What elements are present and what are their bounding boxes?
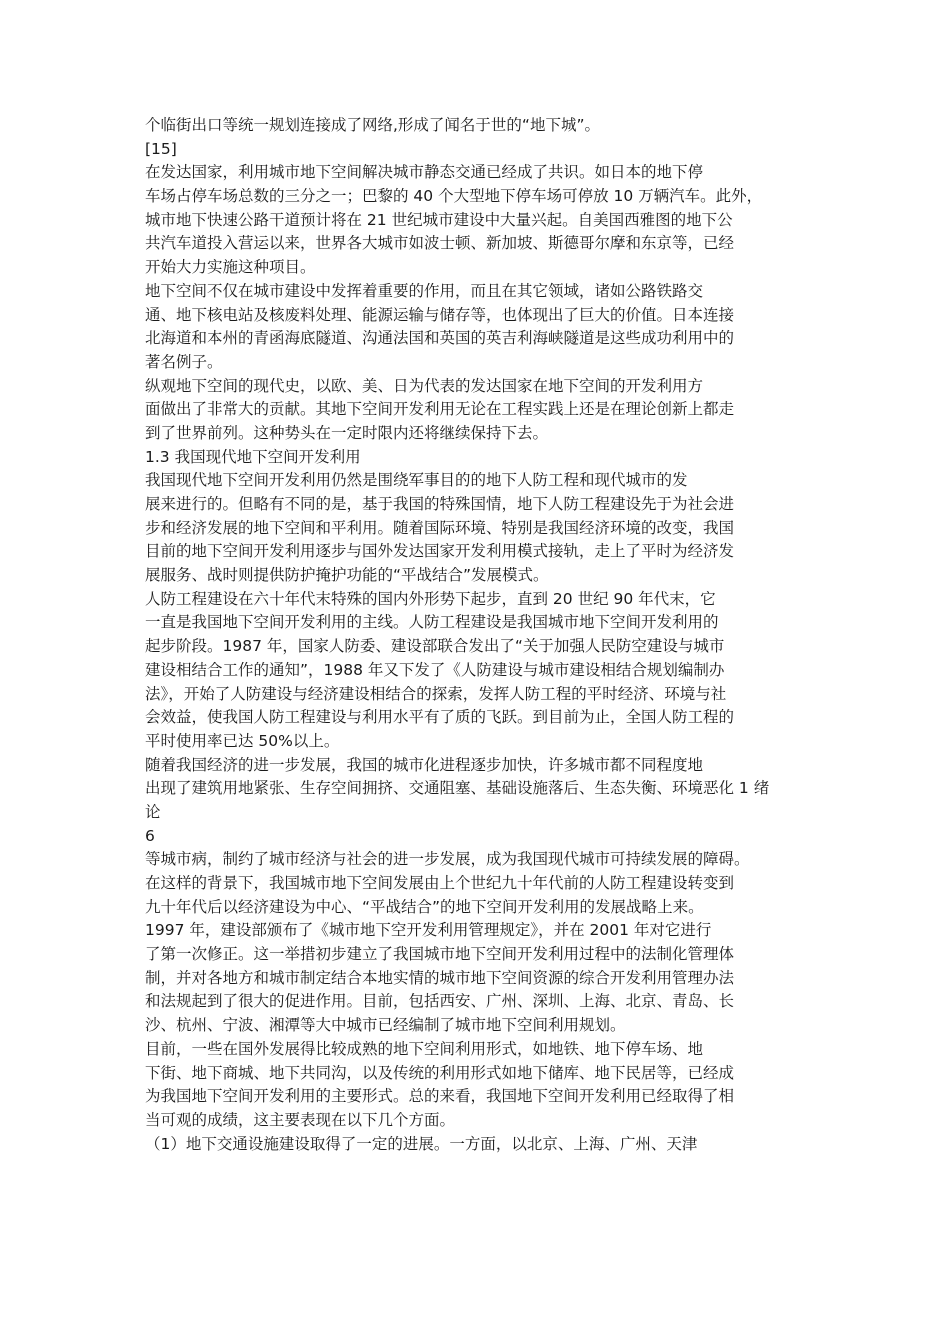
text-line: 地下空间不仅在城市建设中发挥着重要的作用，而且在其它领域，诸如公路铁路交 xyxy=(145,281,704,300)
text-line: 为我国地下空间开发利用的主要形式。总的来看，我国地下空间开发利用已经取得了相 xyxy=(145,1087,735,1106)
text-line: 目前，一些在国外发展得比较成熟的地下空间利用形式，如地铁、地下停车场、地 xyxy=(145,1039,704,1058)
text-line: [15] xyxy=(145,139,177,158)
text-line: 平时使用率已达 50%以上。 xyxy=(145,731,340,750)
text-line: 论 xyxy=(145,802,161,821)
text-line: 和法规起到了很大的促进作用。目前，包括西安、广州、深圳、上海、北京、青岛、长 xyxy=(145,992,735,1011)
text-line: 北海道和本州的青函海底隧道、沟通法国和英国的英吉利海峡隧道是这些成功利用中的 xyxy=(145,329,735,348)
text-line: 个临街出口等统一规划连接成了网络,形成了闻名于世的“地下城”。 xyxy=(145,116,600,134)
text-line: 建设相结合工作的通知”，1988 年又下发了《人防建设与城市建设相结合规划编制办 xyxy=(145,660,725,679)
text-line: 九十年代后以经济建设为中心、“平战结合”的地下空间开发利用的发展战略上来。 xyxy=(145,897,704,916)
text-line: 等城市病，制约了城市经济与社会的进一步发展，成为我国现代城市可持续发展的障碍。 xyxy=(145,850,750,869)
text-line: 面做出了非常大的贡献。其地下空间开发利用无论在工程实践上还是在理论创新上都走 xyxy=(145,400,735,419)
text-line: 当可观的成绩，这主要表现在以下几个方面。 xyxy=(145,1110,456,1129)
text-line: 展服务、战时则提供防护掩护功能的“平战结合”发展模式。 xyxy=(145,566,549,585)
text-line: 随着我国经济的进一步发展，我国的城市化进程逐步加快，许多城市都不同程度地 xyxy=(145,755,704,774)
text-line: 制，并对各地方和城市制定结合本地实情的城市地下空间资源的综合开发利用管理办法 xyxy=(145,968,735,987)
text-line: 出现了建筑用地紧张、生存空间拥挤、交通阻塞、基础设施落后、生态失衡、环境恶化 1 绪 xyxy=(145,779,770,798)
text-line: 开始大力实施这种项目。 xyxy=(145,258,316,277)
text-line: （1）地下交通设施建设取得了一定的进展。一方面，以北京、上海、广州、天津 xyxy=(145,1134,698,1153)
text-line: 目前的地下空间开发利用逐步与国外发达国家开发利用模式接轨，走上了平时为经济发 xyxy=(145,542,735,561)
text-line: 我国现代地下空间开发利用仍然是围绕军事目的的地下人防工程和现代城市的发 xyxy=(145,471,688,490)
text-line: 法》，开始了人防建设与经济建设相结合的探索，发挥人防工程的平时经济、环境与社 xyxy=(145,684,727,703)
text-line: 会效益，使我国人防工程建设与利用水平有了质的飞跃。到目前为止，全国人防工程的 xyxy=(145,708,735,727)
text-line: 到了世界前列。这种势头在一定时限内还将继续保持下去。 xyxy=(145,423,549,442)
text-line: 步和经济发展的地下空间和平利用。随着国际环境、特别是我国经济环境的改变，我国 xyxy=(145,518,735,537)
body-text xyxy=(145,114,825,1156)
text-line: 一直是我国地下空间开发利用的主线。人防工程建设是我国城市地下空间开发利用的 xyxy=(145,613,719,632)
text-line: 车场占停车场总数的三分之一；巴黎的 40 个大型地下停车场可停放 10 万辆汽车。此外， xyxy=(145,187,763,206)
text-line: 起步阶段。1987 年，国家人防委、建设部联合发出了“关于加强人民防空建设与城市 xyxy=(145,637,725,656)
text-line: 了第一次修正。这一举措初步建立了我国城市地下空间开发利用过程中的法制化管理体 xyxy=(145,945,735,964)
text-line: 通、地下核电站及核废料处理、能源运输与储存等，也体现出了巨大的价值。日本连接 xyxy=(145,305,735,324)
text-line: 著名例子。 xyxy=(145,352,223,371)
text-line: 6 xyxy=(145,826,155,845)
text-line: 人防工程建设在六十年代末特殊的国内外形势下起步，直到 20 世纪 90 年代末，它 xyxy=(145,589,716,608)
text-line: 1.3 我国现代地下空间开发利用 xyxy=(145,447,361,466)
text-line: 下街、地下商城、地下共同沟，以及传统的利用形式如地下储库、地下民居等，已经成 xyxy=(145,1063,735,1082)
text-line: 在这样的背景下，我国城市地下空间发展由上个世纪九十年代前的人防工程建设转变到 xyxy=(145,874,735,892)
text-line: 共汽车道投入营运以来，世界各大城市如波士顿、新加坡、斯德哥尔摩和东京等，已经 xyxy=(145,234,735,253)
text-line: 沙、杭州、宁波、湘潭等大中城市已经编制了城市地下空间利用规划。 xyxy=(145,1016,626,1035)
text-line: 在发达国家，利用城市地下空间解决城市静态交通已经成了共识。如日本的地下停 xyxy=(145,163,704,182)
text-line: 展来进行的。但略有不同的是，基于我国的特殊国情，地下人防工程建设先于为社会进 xyxy=(145,495,735,513)
text-line: 纵观地下空间的现代史，以欧、美、日为代表的发达国家在地下空间的开发利用方 xyxy=(145,376,704,395)
text-line: 城市地下快速公路干道预计将在 21 世纪城市建设中大量兴起。自美国西雅图的地下公 xyxy=(145,210,733,229)
text-line: 1997 年，建设部颁布了《城市地下空开发利用管理规定》，并在 2001 年对它进行 xyxy=(145,921,712,940)
